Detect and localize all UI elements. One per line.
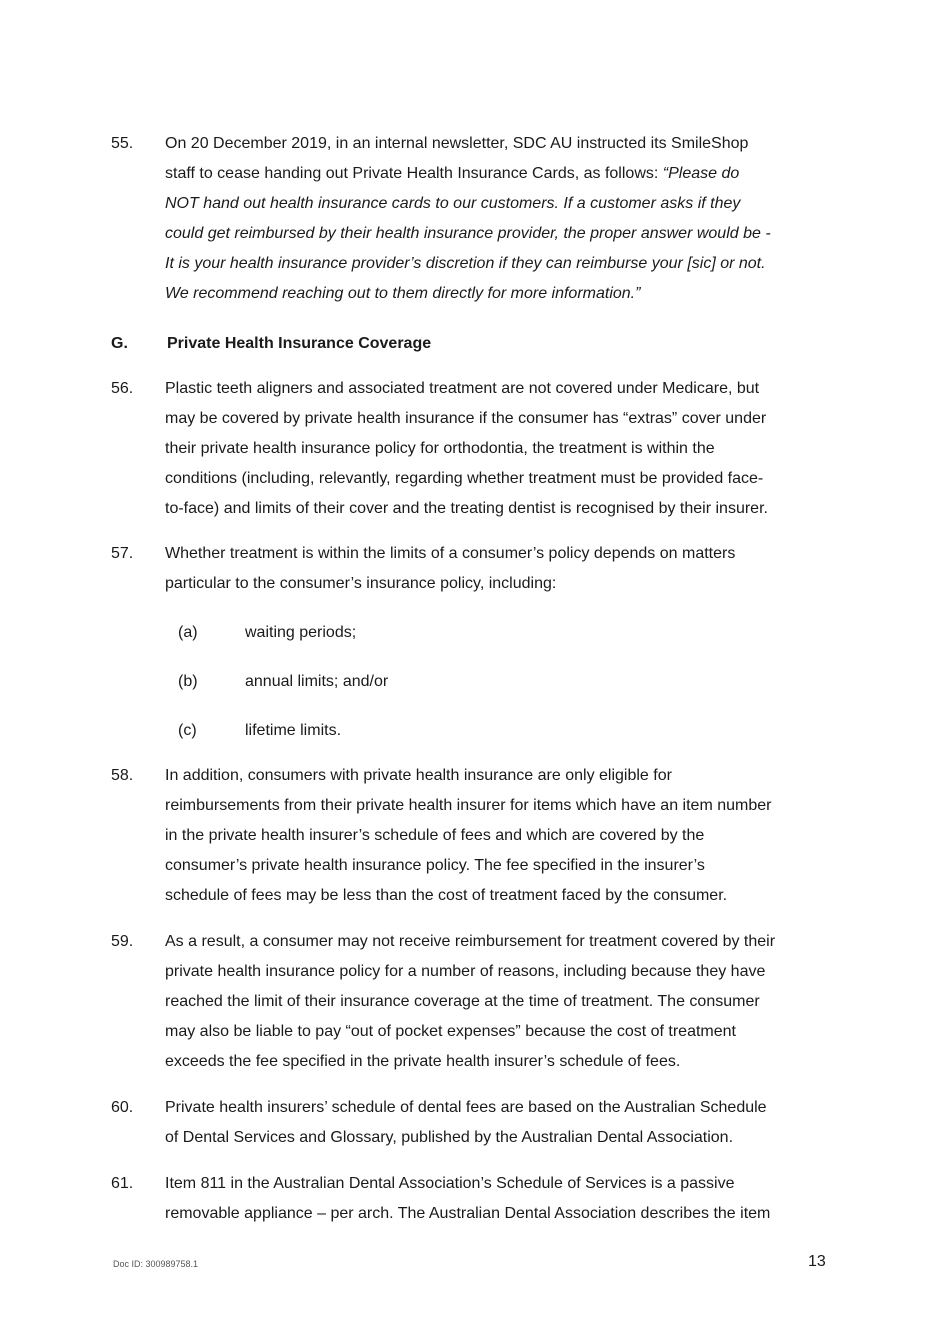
paragraph-line: private health insurance policy for a number of reasons, including because they have [165, 963, 766, 980]
paragraph-text [165, 1093, 831, 1153]
paragraph-text [165, 129, 831, 309]
paragraph-line [165, 159, 831, 189]
paragraph-line: Plastic teeth aligners and associated treatment are not covered under Medicare, but [165, 380, 760, 397]
paragraph-number: 58. [111, 767, 134, 784]
paragraph-line: Whether treatment is within the limits of a consumer’s policy depends on matters [165, 545, 736, 562]
paragraph-number: 60. [111, 1099, 134, 1116]
paragraph-line: their private health insurance policy for orthodontia, the treatment is within the [165, 440, 715, 457]
paragraph-text [165, 1169, 831, 1229]
paragraph-line: of Dental Services and Glossary, published by the Australian Dental Association. [165, 1129, 734, 1146]
quote-text: “Please do [662, 165, 740, 182]
list-item-text: annual limits; and/or [245, 673, 389, 690]
paragraph-line: reached the limit of their insurance coverage at the time of treatment. The consumer [165, 993, 760, 1010]
list-item-label: (a) [178, 624, 198, 641]
section-letter: G. [111, 335, 128, 352]
paragraph-line: exceeds the fee specified in the private health insurer’s schedule of fees. [165, 1053, 681, 1070]
paragraph-line: conditions (including, relevantly, regarding whether treatment must be provided face- [165, 470, 764, 487]
paragraph-line: schedule of fees may be less than the cost of treatment faced by the consumer. [165, 887, 728, 904]
paragraph-line: reimbursements from their private health insurer for items which have an item number [165, 797, 772, 814]
paragraph-line: Private health insurers’ schedule of dental fees are based on the Australian Schedule [165, 1099, 767, 1116]
paragraph-text [165, 927, 831, 1077]
paragraph-line: On 20 December 2019, in an internal newsletter, SDC AU instructed its SmileShop [165, 135, 749, 152]
paragraph-line: particular to the consumer’s insurance policy, including: [165, 575, 557, 592]
paragraph-line: Item 811 in the Australian Dental Association’s Schedule of Services is a passive [165, 1175, 735, 1192]
paragraph-line-roman: staff to cease handing out Private Health Insurance Cards, as follows: [165, 165, 663, 182]
paragraph-line: consumer’s private health insurance policy. The fee specified in the insurer’s [165, 857, 705, 874]
paragraph-line: to-face) and limits of their cover and the treating dentist is recognised by their insurer. [165, 500, 768, 517]
paragraph-line: may also be liable to pay “out of pocket expenses” because the cost of treatment [165, 1023, 736, 1040]
paragraph-text [165, 539, 831, 599]
list-item-label: (c) [178, 722, 197, 739]
paragraph-number: 56. [111, 380, 134, 397]
page-number: 13 [808, 1253, 826, 1270]
document-id: Doc ID: 300989758.1 [113, 1259, 199, 1269]
paragraph-line: removable appliance – per arch. The Australian Dental Association describes the item [165, 1205, 771, 1222]
paragraph-number: 57. [111, 545, 134, 562]
paragraph-line: may be covered by private health insurance if the consumer has “extras” cover under [165, 410, 767, 427]
paragraph-line: As a result, a consumer may not receive reimbursement for treatment covered by their [165, 933, 776, 950]
paragraph-line: In addition, consumers with private health insurance are only eligible for [165, 767, 672, 784]
quote-line: We recommend reaching out to them directly for more information.” [165, 285, 641, 302]
paragraph-line: in the private health insurer’s schedule of fees and which are covered by the [165, 827, 705, 844]
paragraph-number: 55. [111, 135, 134, 152]
quote-line: It is your health insurance provider’s discretion if they can reimburse your [sic] or not. [165, 255, 766, 272]
quote-line: could get reimbursed by their health insurance provider, the proper answer would be - [165, 225, 771, 242]
paragraph-text [165, 374, 831, 524]
paragraph-number: 61. [111, 1175, 134, 1192]
section-title: Private Health Insurance Coverage [167, 335, 432, 352]
quote-line: NOT hand out health insurance cards to our customers. If a customer asks if they [165, 195, 741, 212]
list-item-text: lifetime limits. [245, 722, 342, 739]
list-item-text: waiting periods; [245, 624, 357, 641]
paragraph-text [165, 761, 831, 911]
list-item-label: (b) [178, 673, 198, 690]
paragraph-number: 59. [111, 933, 134, 950]
